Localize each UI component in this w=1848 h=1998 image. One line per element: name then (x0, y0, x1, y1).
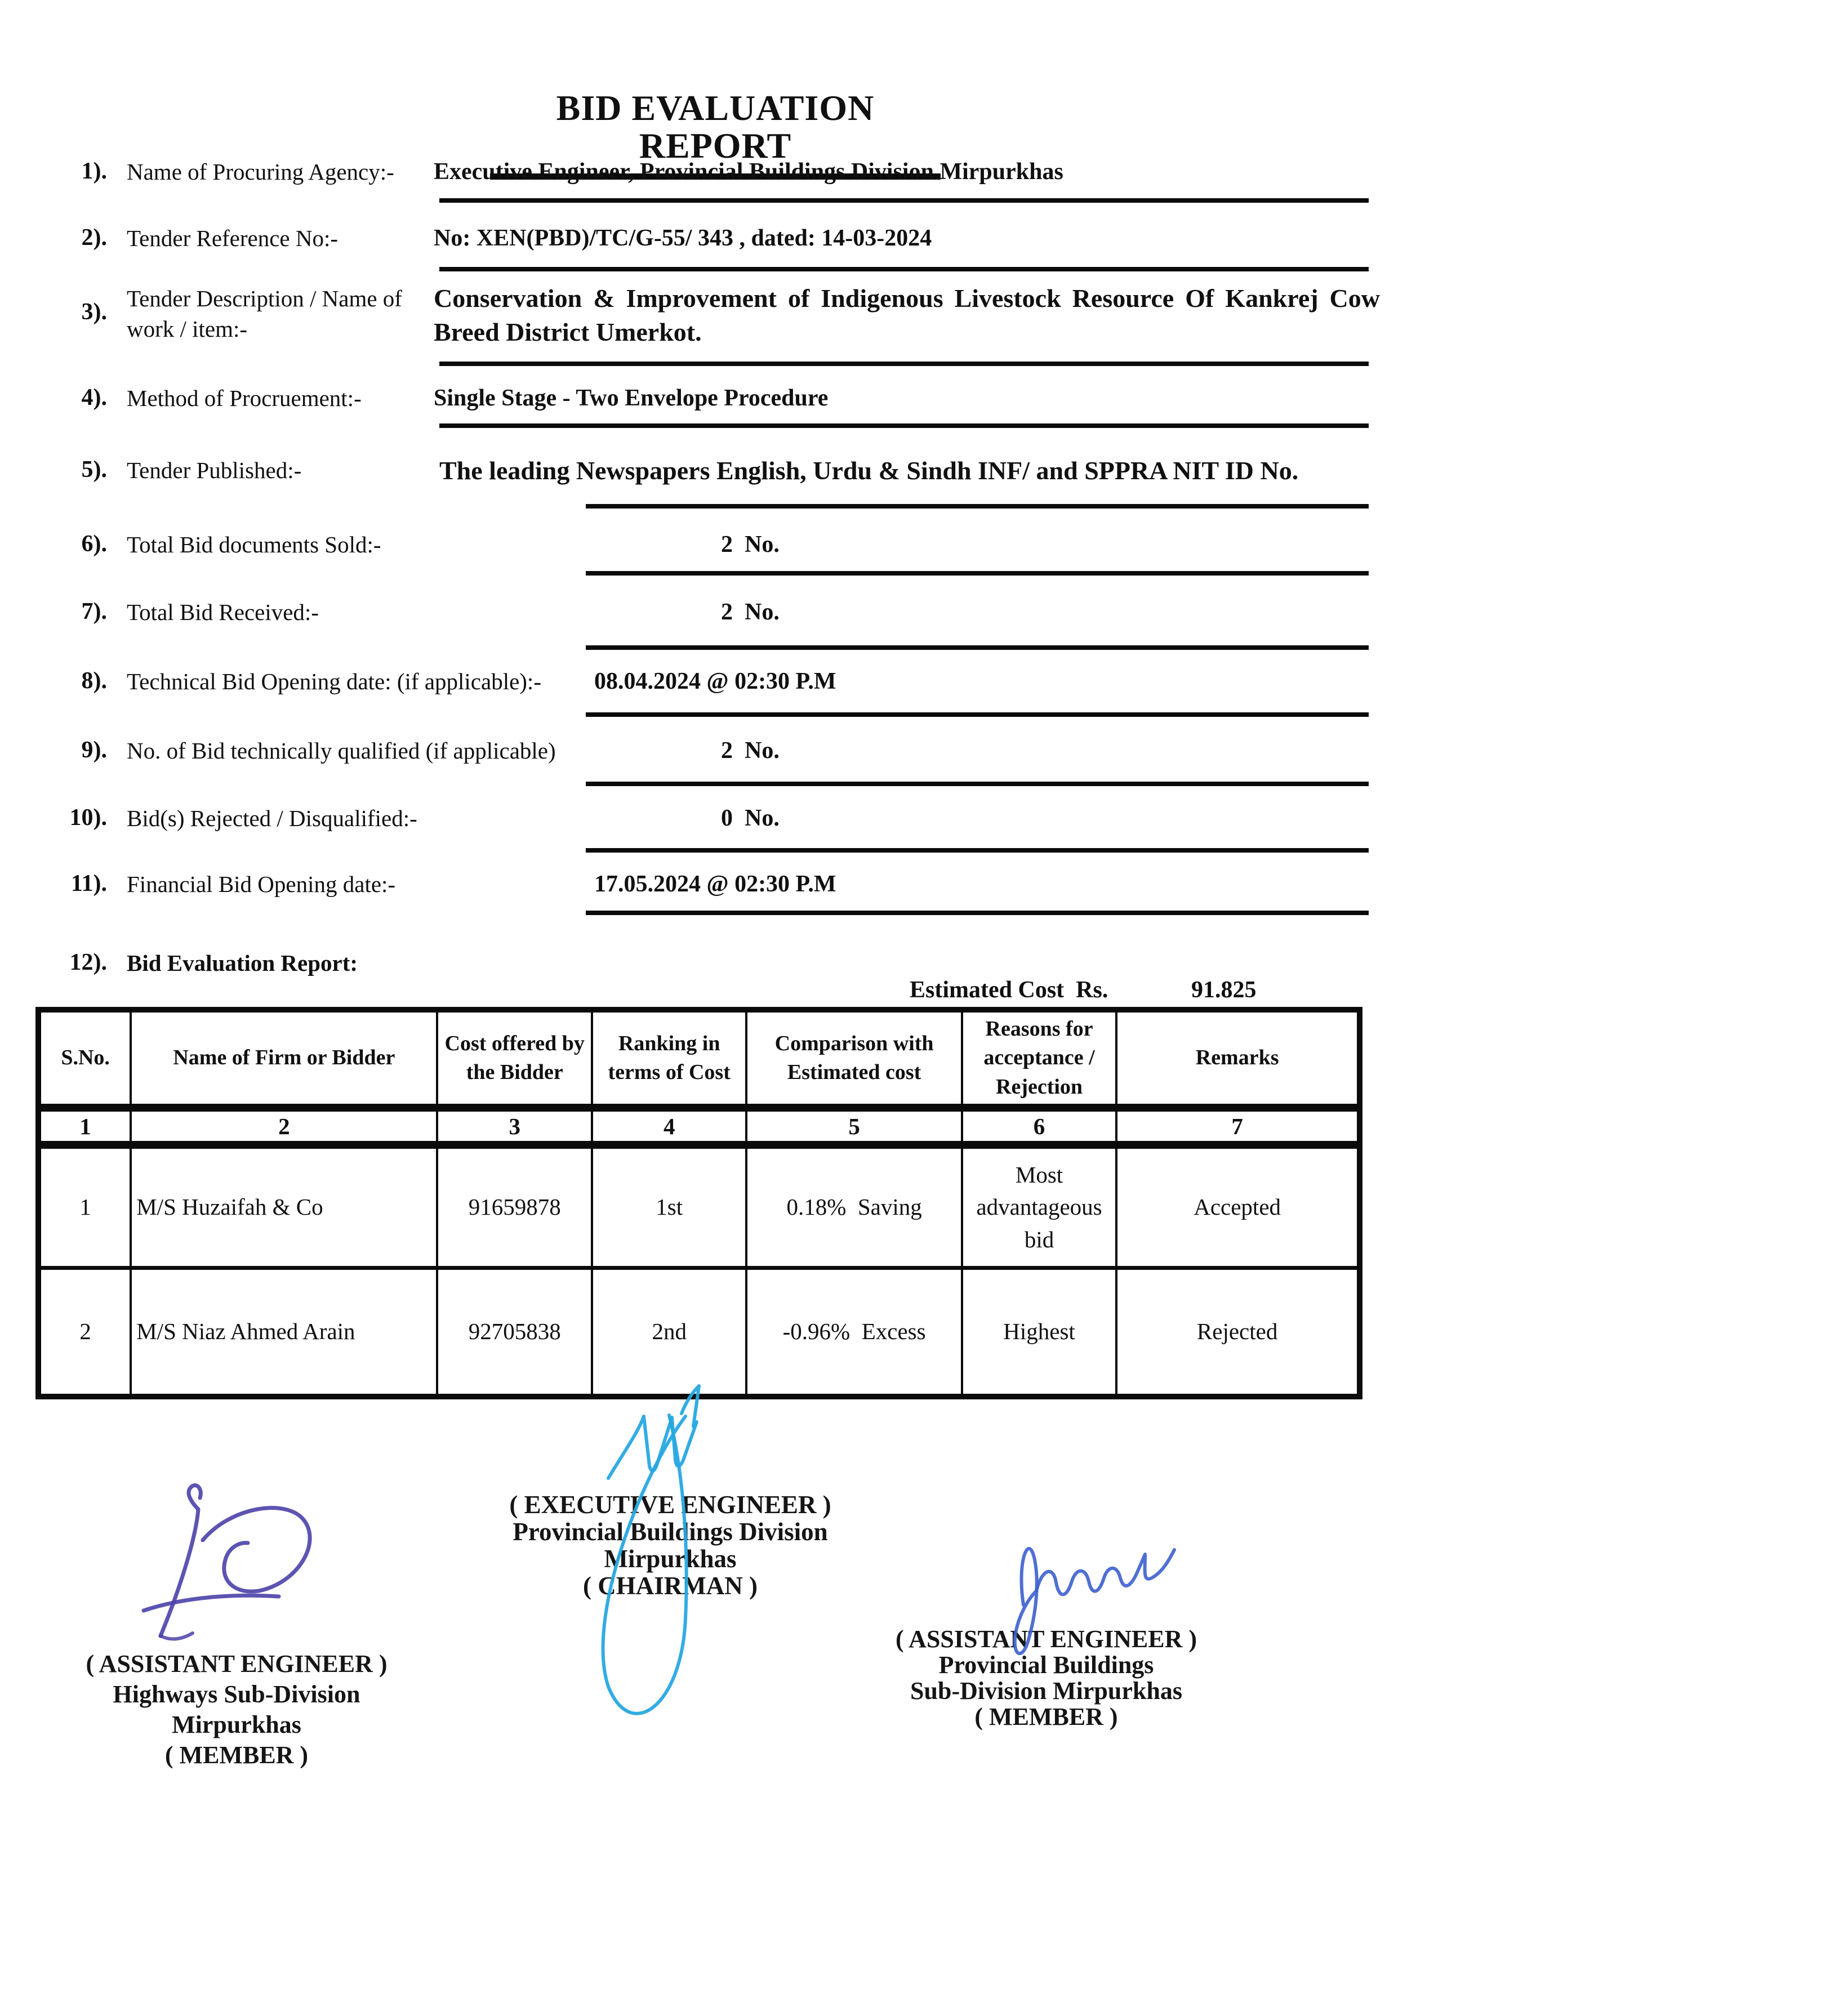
item-4-label: Method of Procruement:- (127, 385, 362, 411)
item-6-number: 6). (81, 531, 107, 557)
cell-firm: M/S Huzaifah & Co (131, 1145, 437, 1268)
col-number: 7 (1116, 1108, 1360, 1145)
signature-left-scribble (118, 1475, 344, 1656)
signature-line: ( MEMBER ) (974, 1703, 1118, 1731)
item-3-label: Tender Description / Name of work / item:- (127, 286, 402, 342)
cell-ranking: 1st (592, 1145, 746, 1268)
item-7-number: 7). (81, 599, 107, 625)
item-10-number: 10). (69, 805, 107, 831)
item-6-label: Total Bid documents Sold:- (127, 532, 381, 558)
item-5-number: 5). (81, 457, 107, 483)
item-6-value: 2 No. (721, 532, 780, 558)
signature-line: Provincial Buildings (938, 1651, 1154, 1679)
item-10-label: Bid(s) Rejected / Disqualified:- (127, 805, 417, 831)
item-10-value: 0 No. (721, 805, 780, 831)
estimated-cost-value: 91.825 (1191, 977, 1257, 1003)
signature-right-scribble (983, 1515, 1191, 1667)
col-number: 4 (592, 1108, 746, 1145)
item-2-number: 2). (81, 225, 107, 251)
signature-middle-scribble (555, 1382, 741, 1743)
fill-line (439, 267, 1369, 271)
pen-stroke (203, 1508, 310, 1591)
signature-line: Mirpurkhas (604, 1545, 737, 1573)
signature-line: Highways Sub-Division (113, 1680, 360, 1708)
cell-sno: 1 (38, 1145, 131, 1268)
cell-ranking: 2nd (592, 1268, 746, 1397)
item-9-value: 2 No. (721, 738, 780, 764)
table-row (38, 1145, 1360, 1268)
pen-stroke (161, 1633, 193, 1639)
pen-stroke (144, 1595, 279, 1611)
item-2-value: No: XEN(PBD)/TC/G-55/ 343 , dated: 14-03-2024 (434, 225, 932, 251)
item-11-label: Financial Bid Opening date:- (127, 871, 396, 897)
cell-sno: 2 (38, 1268, 131, 1397)
item-8-label: Technical Bid Opening date: (if applicable):- (127, 668, 541, 694)
item-11-value: 17.05.2024 @ 02:30 P.M (594, 871, 836, 897)
cell-firm: M/S Niaz Ahmed Arain (131, 1268, 437, 1397)
fill-line (586, 782, 1369, 786)
cell-reason: Most advantageous bid (962, 1145, 1116, 1268)
item-3-number: 3). (81, 299, 107, 325)
cell-reason: Highest (962, 1268, 1116, 1397)
item-7-label: Total Bid Received:- (127, 599, 319, 625)
fill-line (586, 645, 1369, 650)
header-sno: S.No. (38, 1010, 131, 1108)
cell-cost: 92705838 (437, 1268, 591, 1397)
col-number: 5 (746, 1108, 961, 1145)
signature-line: ( CHAIRMAN ) (583, 1572, 758, 1600)
item-11-number: 11). (70, 871, 107, 897)
col-number: 2 (131, 1108, 437, 1145)
cell-remarks: Rejected (1116, 1268, 1360, 1397)
estimated-cost-label: Estimated Cost Rs. (910, 977, 1108, 1003)
table-row (38, 1268, 1360, 1397)
item-1-value: Executive Engineer, Provincial Buildings Division Mirpurkhas (434, 159, 1063, 185)
col-number: 3 (437, 1108, 591, 1145)
item-1-label: Name of Procuring Agency:- (127, 159, 394, 185)
item-12-label: Bid Evaluation Report: (127, 950, 358, 976)
cell-cost: 91659878 (437, 1145, 591, 1268)
fill-line (439, 423, 1369, 428)
fill-line (586, 848, 1369, 853)
item-3-value: Conservation & Improvement of Indigenous Livestock Resource Of Kankrej Cow Breed District Umerkot. (434, 284, 1387, 346)
fill-line (586, 911, 1369, 915)
item-8-number: 8). (81, 668, 107, 694)
item-9-label: No. of Bid technically qualified (if applicable) (127, 738, 556, 764)
signature-line: Provincial Buildings Division (513, 1518, 828, 1546)
signature-line: ( ASSISTANT ENGINEER ) (895, 1625, 1197, 1653)
header-reasons: Reasons for acceptance / Rejection (962, 1010, 1116, 1108)
cell-comparison: -0.96% Excess (746, 1268, 961, 1397)
cell-comparison: 0.18% Saving (746, 1145, 961, 1268)
cell-remarks: Accepted (1116, 1145, 1360, 1268)
signature-block-left (62, 1649, 411, 1770)
fill-line (586, 712, 1369, 717)
header-comparison: Comparison with Estimated cost (746, 1010, 961, 1108)
item-1-number: 1). (81, 158, 107, 184)
item-9-number: 9). (81, 737, 107, 763)
signature-line: ( MEMBER ) (164, 1741, 309, 1769)
header-remarks: Remarks (1116, 1010, 1360, 1108)
signature-line: Sub-Division Mirpurkhas (910, 1677, 1182, 1705)
fill-line (586, 571, 1369, 576)
signature-line: Mirpurkhas (172, 1711, 301, 1738)
pen-stroke (1036, 1550, 1174, 1595)
signature-line: ( ASSISTANT ENGINEER ) (86, 1650, 388, 1678)
col-number: 6 (962, 1108, 1116, 1145)
pen-stroke (1015, 1549, 1037, 1653)
fill-line (439, 198, 1369, 203)
item-2-label: Tender Reference No:- (127, 225, 339, 251)
report-title: BID EVALUATION REPORT (490, 89, 941, 180)
item-8-value: 08.04.2024 @ 02:30 P.M (594, 668, 836, 694)
pen-stroke (161, 1486, 201, 1636)
header-ranking: Ranking in terms of Cost (592, 1010, 746, 1108)
item-7-value: 2 No. (721, 599, 780, 625)
item-12-number: 12). (69, 949, 107, 975)
item-4-value: Single Stage - Two Envelope Procedure (434, 385, 829, 411)
fill-line (439, 362, 1369, 366)
item-4-number: 4). (81, 385, 107, 411)
header-cost: Cost offered by the Bidder (437, 1010, 591, 1108)
col-number: 1 (38, 1108, 131, 1145)
fill-line (586, 504, 1369, 509)
signature-line: ( EXECUTIVE ENGINEER ) (509, 1491, 831, 1519)
bid-evaluation-table (35, 1007, 1362, 1399)
table-header-row (38, 1010, 1360, 1108)
header-firm: Name of Firm or Bidder (131, 1010, 437, 1108)
item-5-value: The leading Newspapers English, Urdu & Sindh INF/ and SPPRA NIT ID No. (439, 456, 1299, 485)
item-5-label: Tender Published:- (127, 457, 302, 483)
column-number-row (38, 1108, 1360, 1145)
